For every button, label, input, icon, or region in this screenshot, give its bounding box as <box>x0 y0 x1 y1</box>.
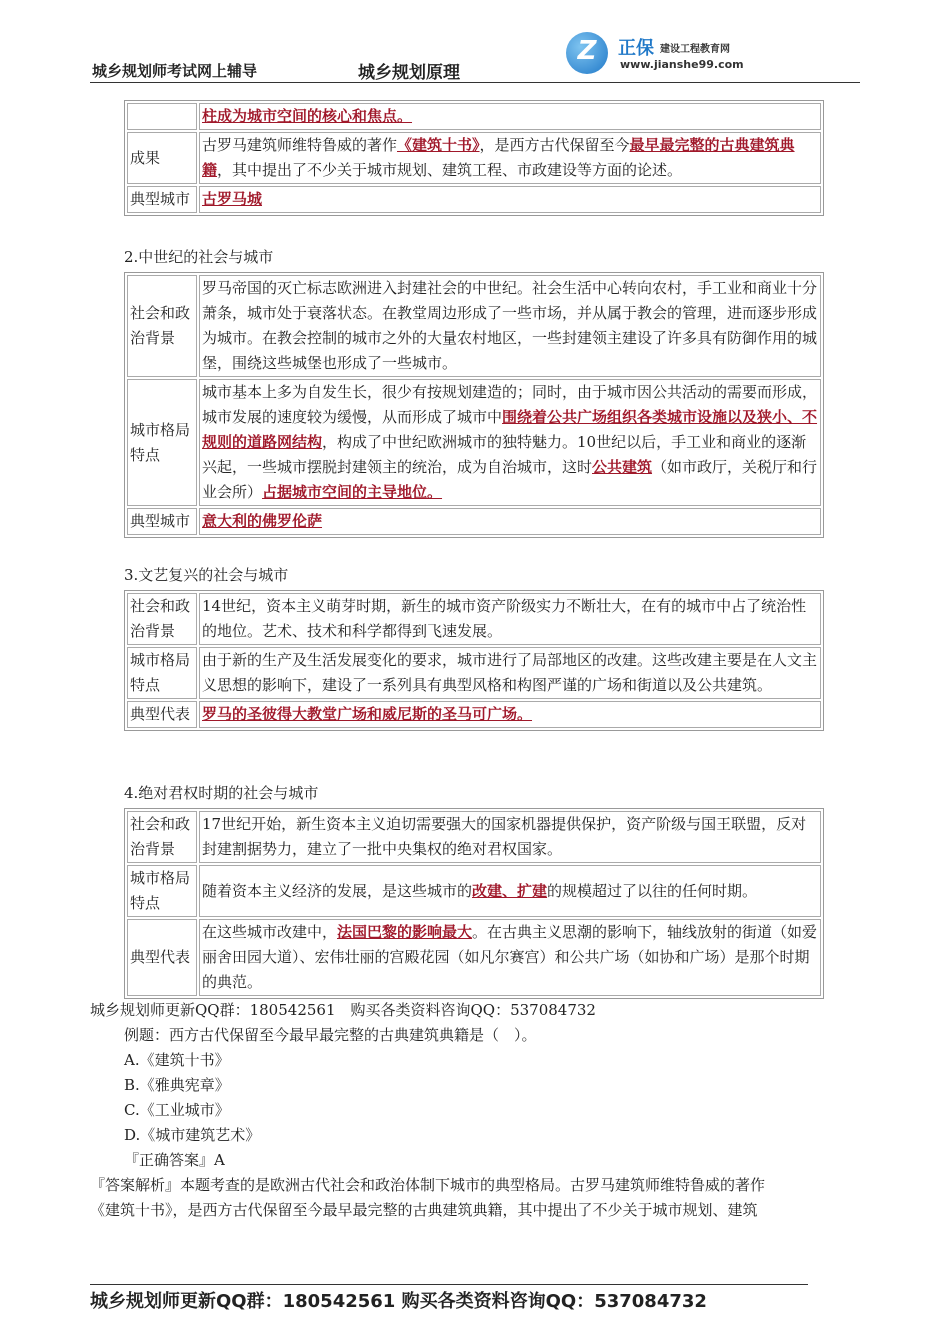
row-content: 罗马帝国的灭亡标志欧洲进入封建社会的中世纪。社会生活中心转向农村，手工业和商业十分萧条，城市处于衰落状态。在教堂周边形成了一些市场，并从属于教会的管理，进而逐步形成为城市。在教会控制的城市之外的大量农村地区，一些封建领主建设了许多具有防御作用的城堡，围绕这些城堡也形成了一些城市。 <box>199 275 821 377</box>
ancient-rome-table <box>124 100 824 216</box>
row-label: 城市格局特点 <box>127 379 197 506</box>
row-label: 典型城市 <box>127 186 197 213</box>
header-subject-title: 城乡规划原理 <box>358 63 460 83</box>
highlight-text: 公共建筑 <box>592 458 653 476</box>
page-footer: 城乡规划师更新QQ群：180542561 购买各类资料咨询QQ：537084732 <box>90 1284 808 1313</box>
table-row <box>127 701 821 728</box>
medieval-table <box>124 272 824 538</box>
table-row: 成果 古罗马建筑师维特鲁威的著作《建筑十书》，是西方古代保留至今最早最完整的古典建筑典籍，其中提出了不少关于城市规划、建筑工程、市政建设等方面的论述。 <box>127 132 821 184</box>
table-row <box>127 275 821 377</box>
table-row <box>127 186 821 213</box>
logo-url: www.jianshe99.com <box>620 58 744 71</box>
section-heading: 4.绝对君权时期的社会与城市 <box>124 784 319 802</box>
table-row: 城市格局特点 随着资本主义经济的发展，是这些城市的改建、扩建的规模超过了以往的任何时期。 <box>127 865 821 917</box>
row-label: 成果 <box>127 132 197 184</box>
row-label: 社会和政治背景 <box>127 275 197 377</box>
highlight-text: 法国巴黎的影响最大 <box>337 923 473 941</box>
table-row: 城市格局特点 城市基本上多为自发生长，很少有按规划建造的；同时，由于城市因公共活动的需要而形成，城市发展的速度较为缓慢，从而形成了城市中围绕着公共广场组织各类城市设施以及狭小、不规则的道路网结构，构成了中世纪欧洲城市的独特魅力。10世纪以后，手工业和商业的逐渐兴起，一些城市摆脱封建领主的统治，成为自治城市，这时公共建筑（如市政厅，关税厅和行业会所）占据城市空间的主导地位。 <box>127 379 821 506</box>
section-heading: 3.文艺复兴的社会与城市 <box>124 566 289 584</box>
row-label: 城市格局特点 <box>127 865 197 917</box>
option-d: D.《城市建筑艺术》 <box>124 1126 261 1144</box>
option-b: B.《雅典宪章》 <box>124 1076 230 1094</box>
row-content: 17世纪开始，新生资本主义迫切需要强大的国家机器提供保护，资产阶级与国王联盟，反对封建割据势力，建立了一批中央集权的绝对君权国家。 <box>199 811 821 863</box>
highlight-text: 围绕着公共广场组织各类城市设施以及狭小、不规则的道路网结构 <box>202 408 818 451</box>
qq-group-line: 城乡规划师更新QQ群：180542561 购买各类资料咨询QQ：537084732 <box>90 1001 596 1019</box>
logo-name: 正保 <box>618 38 654 59</box>
table-row <box>127 811 821 863</box>
highlight-text: 改建、扩建 <box>472 881 548 900</box>
row-label: 社会和政治背景 <box>127 811 197 863</box>
highlight-text: 古罗马城 <box>202 190 263 208</box>
highlight-text: 占据城市空间的主导地位。 <box>262 483 443 501</box>
highlight-text: 最早最完整的古典建筑典籍 <box>202 136 795 179</box>
highlight-text: 《建筑十书》 <box>397 136 480 154</box>
correct-answer: 『正确答案』A <box>124 1151 225 1169</box>
row-label: 典型城市 <box>127 508 197 535</box>
row-content: 由于新的生产及生活发展变化的要求，城市进行了局部地区的改建。这些改建主要是在人文主义思想的影响下，建设了一系列具有典型风格和构图严谨的广场和街道以及公共建筑。 <box>199 647 821 699</box>
table-row <box>127 508 821 535</box>
table-row <box>127 593 821 645</box>
example-question: 例题：西方古代保留至今最早最完整的古典建筑典籍是（ ）。 <box>124 1026 537 1044</box>
header-course-title: 城乡规划师考试网上辅导 <box>92 62 258 80</box>
row-label: 社会和政治背景 <box>127 593 197 645</box>
option-a: A.《建筑十书》 <box>124 1051 230 1069</box>
table-row: 典型代表 在这些城市改建中，法国巴黎的影响最大。在古典主义思潮的影响下，轴线放射的街道（如爱丽舍田园大道）、宏伟壮丽的宫殿花园（如凡尔赛宫）和公共广场（如协和广场）是那个时期的典范。 <box>127 919 821 996</box>
row-label: 城市格局特点 <box>127 647 197 699</box>
section-heading: 2.中世纪的社会与城市 <box>124 248 274 266</box>
option-c: C.《工业城市》 <box>124 1101 230 1119</box>
brand-logo[interactable] <box>566 30 766 78</box>
highlight-text: 罗马的圣彼得大教堂广场和威尼斯的圣马可广场。 <box>202 705 533 723</box>
row-label: 典型代表 <box>127 701 197 728</box>
highlight-text: 柱成为城市空间的核心和焦点。 <box>202 107 413 125</box>
highlight-text: 意大利的佛罗伦萨 <box>202 512 323 530</box>
absolutism-table <box>124 808 824 999</box>
answer-analysis-line-2: 《建筑十书》，是西方古代保留至今最早最完整的古典建筑典籍，其中提出了不少关于城市规划、建筑 <box>90 1201 758 1219</box>
logo-mark-icon: Z <box>566 32 608 74</box>
logo-subtitle: 建设工程教育网 <box>660 44 730 55</box>
row-content: 14世纪，资本主义萌芽时期，新生的城市资产阶级实力不断壮大，在有的城市中占了统治性的地位。艺术、技术和科学都得到飞速发展。 <box>199 593 821 645</box>
table-row <box>127 647 821 699</box>
answer-analysis-line-1: 『答案解析』本题考查的是欧洲古代社会和政治体制下城市的典型格局。古罗马建筑师维特鲁威的著作 <box>90 1176 766 1194</box>
row-label: 典型代表 <box>127 919 197 996</box>
renaissance-table <box>124 590 824 731</box>
table-row <box>127 103 821 130</box>
